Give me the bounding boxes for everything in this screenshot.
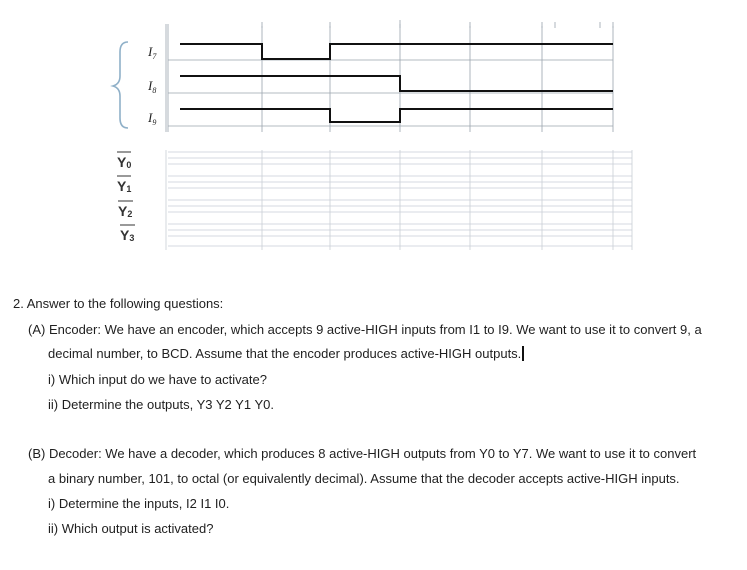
output-grid <box>166 150 632 250</box>
timing-diagram <box>0 0 747 260</box>
input-label-i8: $I_8$ <box>148 78 157 95</box>
output-label-y3 <box>120 225 135 243</box>
input-label-i7: $I_7$ <box>148 44 157 61</box>
input-grid <box>166 24 613 132</box>
svg-text:Y0: Y0 <box>117 154 132 170</box>
part-a-line2: decimal number, to BCD. Assume that the encoder produces active-HIGH outputs. <box>48 346 524 362</box>
svg-text:Y1: Y1 <box>117 178 132 194</box>
input-group-brace <box>113 42 128 128</box>
part-b-sub-i: i) Determine the inputs, I2 I1 I0. <box>48 496 230 511</box>
output-label-y0 <box>117 152 131 170</box>
part-b-sub-ii: ii) Which output is activated? <box>48 521 214 536</box>
input-label-i9: $I_9$ <box>148 110 157 127</box>
output-label-y2 <box>118 201 133 219</box>
part-b-line2: a binary number, 101, to octal (or equivalently decimal). Assume that the decoder accepts active-HIGH inputs. <box>48 471 680 486</box>
part-a-sub-i: i) Which input do we have to activate? <box>48 372 267 387</box>
waveform-i9 <box>180 109 613 122</box>
part-a-line1: (A) Encoder: We have an encoder, which accepts 9 active-HIGH inputs from I1 to I9. We want to use it to convert 9, a <box>28 322 702 337</box>
waveform-i8 <box>180 76 613 91</box>
output-label-y1 <box>117 176 131 194</box>
part-b-line1: (B) Decoder: We have a decoder, which produces 8 active-HIGH outputs from Y0 to Y7. We want to use it to convert <box>28 446 697 461</box>
svg-text:Y3: Y3 <box>120 227 135 243</box>
waveform-i7 <box>180 44 613 59</box>
question-heading: 2. Answer to the following questions: <box>13 296 224 311</box>
text-cursor <box>522 346 524 361</box>
part-a-sub-ii: ii) Determine the outputs, Y3 Y2 Y1 Y0. <box>48 397 274 412</box>
svg-text:Y2: Y2 <box>118 203 133 219</box>
